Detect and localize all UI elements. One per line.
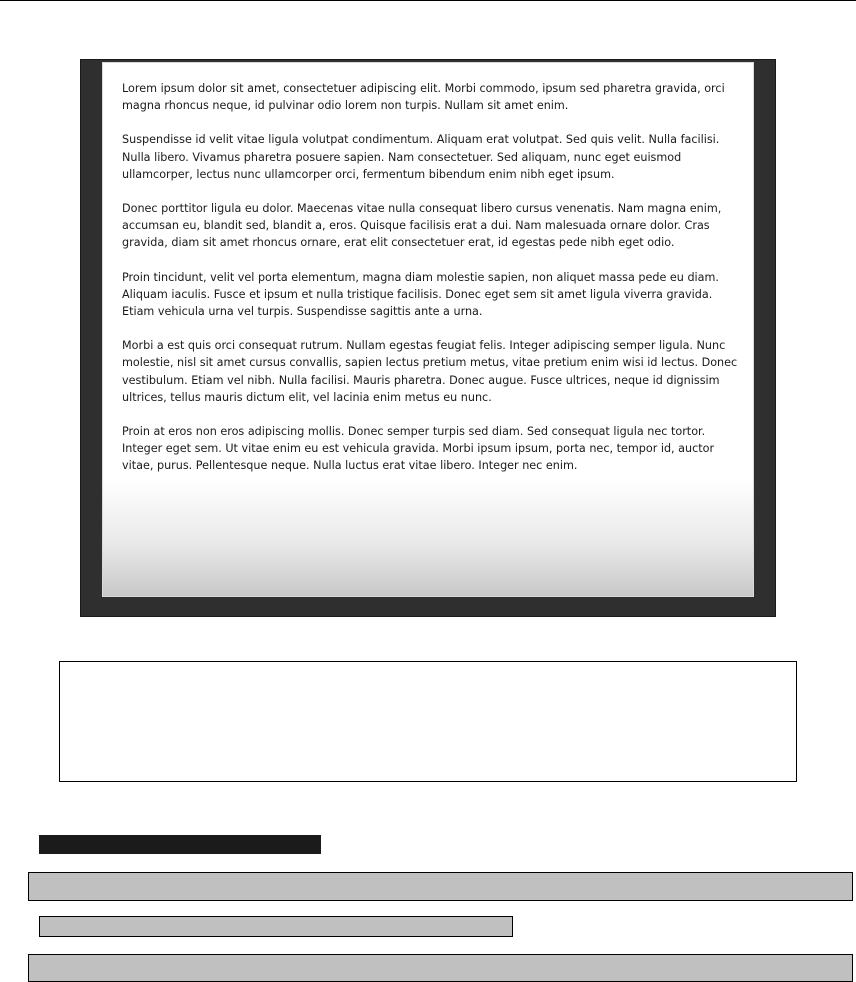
- document-viewer[interactable]: [102, 62, 754, 597]
- text-input-box[interactable]: [59, 661, 797, 782]
- grey-placeholder-bar: [39, 916, 513, 937]
- dark-placeholder-bar: [39, 835, 321, 854]
- paragraph: Lorem ipsum dolor sit amet, consectetuer adipiscing elit. Morbi commodo, ipsum sed pharetra gravida, orci magna rhoncus neque, id pulvinar odio lorem non turpis. Nullam sit amet enim.: [122, 82, 725, 113]
- document-text: [122, 80, 742, 492]
- paragraph: Morbi a est quis orci consequat rutrum. Nullam egestas feugiat felis. Integer adipiscing semper ligula. Nunc molestie, nisl sit amet cursus convallis, sapien lectus pretium metus, vitae pretium enim wisi id lectus. Donec vestibulum. Etiam vel nibh. Nulla facilisi. Mauris pharetra. Donec augue. Fusce ultrices, neque id dignissim ultrices, tellus mauris dictum elit, vel lacinia enim metus eu nunc.: [122, 339, 738, 404]
- grey-placeholder-bar: [28, 872, 853, 901]
- paragraph: Proin at eros non eros adipiscing mollis. Donec semper turpis sed diam. Sed consequat ligula nec tortor. Integer eget sem. Ut vitae enim eu est vehicula gravida. Morbi ipsum ipsum, porta nec, tempor id, auctor vitae, purus. Pellentesque neque. Nulla luctus erat vitae libero. Integer nec enim.: [122, 425, 715, 473]
- paragraph: Proin tincidunt, velit vel porta elementum, magna diam molestie sapien, non aliquet massa pede eu diam. Aliquam iaculis. Fusce et ipsum et nulla tristique facilisis. Donec eget sem sit amet ligula viverra gravida. Etiam vehicula urna vel turpis. Suspendisse sagittis ante a urna.: [122, 270, 719, 319]
- paragraph: Suspendisse id velit vitae ligula volutpat condimentum. Aliquam erat volutpat. Sed quis velit. Nulla facilisi. Nulla libero. Vivamus pharetra posuere sapien. Nam consectetuer. Sed aliquam, nunc eget euismod ullamcorper, lectus nunc ullamcorper orci, fermentum bibendum enim nibh eget ipsum.: [122, 133, 720, 181]
- grey-placeholder-bar: [28, 954, 853, 982]
- document-frame: [80, 59, 776, 617]
- top-divider: [0, 0, 856, 1]
- paragraph: Donec porttitor ligula eu dolor. Maecenas vitae nulla consequat libero cursus venenatis. Nam magna enim, accumsan eu, blandit sed, blandit a, eros. Quisque facilisis erat a dui. Nam malesuada ornare dolor. Cras gravida, diam sit amet rhoncus ornare, erat elit consectetuer erat, id egestas pede nibh eget odio.: [122, 202, 722, 250]
